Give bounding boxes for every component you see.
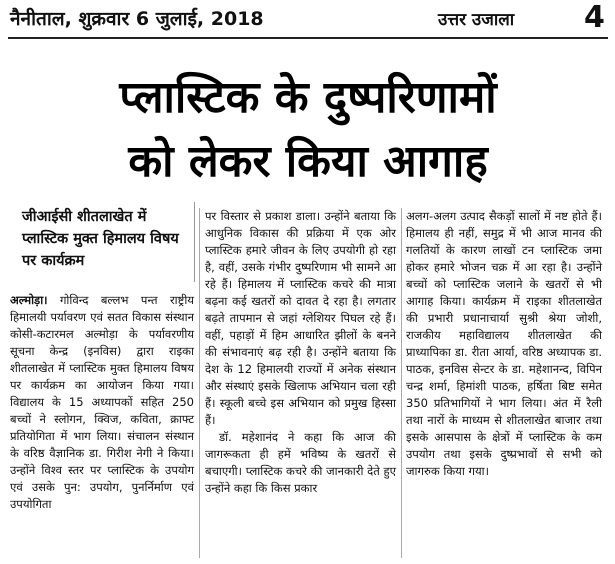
newspaper-name: उत्तर उजाला — [438, 10, 515, 30]
article-place: अल्मोड़ा। — [10, 293, 48, 307]
dateline: नैनीताल, शुक्रवार 6 जुलाई, 2018 — [10, 8, 264, 30]
column-divider — [199, 208, 200, 558]
article-text: गोविन्द बल्लभ पन्त राष्ट्रीय हिमालयी पर्यावरण एवं सतत विकास संस्थान कोसी-कटारमल अल्मोड़ा के पर्यावरणीय सूचना केन्द्र (इनविस) द्वारा राइका शीतलाखेत में प्लास्टिक मुक्त हिमालय विषय पर कार्यक्रम का आयोजन किया गया। विद्यालय के 15 अध्यापकों सहित 250 बच्चों ने स्लोगन, क्विज, कविता, क्राफ्ट प्रतियोगिता में भाग लिया। संचालन संस्थान के वरिष्ठ वैज्ञानिक डा. गिरीश नेगी ने किया। उन्होंने विश्व स्तर पर प्लास्टिक के उपयोग एवं उसके पुन: उपयोग, पुनर्निर्माण एवं उपयोगिता — [10, 293, 194, 511]
article-column-2 — [205, 208, 396, 497]
article-paragraph — [10, 292, 194, 513]
subheadline: जीआईसी शीतलाखेत में प्लास्टिक मुक्त हिमालय विषय पर कार्यक्रम — [22, 209, 179, 269]
article-paragraph: पर विस्तार से प्रकाश डाला। उन्होंने बताया कि आधुनिक विकास की प्रक्रिया में एक ओर प्लास्टिक हमारे जीवन के लिए उपयोगी हो रहा है, वहीं, उसके गंभीर दुष्परिणाम भी सामने आ रहे हैं। हिमालय में प्लास्टिक कचरे की मात्रा बढ़ना कई खतरों को दावत दे रहा है। लगतार बढ़ते तापमान से जहां ग्लेशियर पिघल रहे हैं। वहीं, पहाड़ों में हिम आधारित झीलों के बनने की संभावनाएं बढ़ रही है। उन्होंने बताया कि देश के 12 हिमालयी राज्यों में अनेक संस्थान और संस्थाएं इसके खिलाफ अभियान चला रही हैं। स्कूली बच्चे इस अभियान को प्रमुख हिस्सा हैं। — [205, 209, 396, 427]
article-paragraph: डॉ. महेशानंद ने कहा कि आज की जागरूकता ही हमें भविष्य के खतरों से बचाएगी। प्लास्टिक कचरे की जानकारी देते हुए उन्होंने कहा कि किस प्रकार — [205, 430, 396, 495]
page-header — [0, 0, 615, 40]
article-column-1 — [10, 292, 194, 513]
article-column-3 — [406, 208, 602, 480]
page-number: 4 — [584, 0, 605, 35]
header-rule — [8, 37, 608, 39]
headline — [8, 66, 608, 194]
headline-line-1: प्लास्टिक के दुष्परिणामों — [119, 72, 497, 123]
article-paragraph: अलग-अलग उत्पाद सैकड़ों सालों में नष्ट होते हैं। हिमालय ही नहीं, समुद्र में भी आज मानव की गलतियों के कारण लाखों टन प्लास्टिक जमा होकर हमारे भोजन चक्र में आ रहा है। उन्होंने बच्चों को प्लास्टिक जलाने के खतरों से भी आगाह किया। कार्यक्रम में राइका शीतलाखेत की प्रभारी प्रधानाचार्या सुश्री श्रेया जोशी, राजकीय महाविद्यालय शीतलाखेत की प्राध्यापिका डा. रीता आर्या, वरिष्ठ अध्यापक डा. पाठक, इनविस सेन्टर के डा. महेशानन्द, विपिन चन्द्र शर्मा, हिमांशी पाठक, हर्षिता बिष्ट समेत 350 प्रतिभागियों ने भाग लिया। अंत में रैली तथा नारों के माध्यम से शीतलाखेत बाजार तथा इसके आसपास के क्षेत्रों में प्लास्टिक के कम उपयोग तथा इसके दुष्प्रभावों से सभी को जागरुक किया गया। — [406, 209, 602, 478]
headline-line-2: को लेकर किया आगाह — [128, 136, 488, 187]
column-divider — [401, 208, 402, 558]
